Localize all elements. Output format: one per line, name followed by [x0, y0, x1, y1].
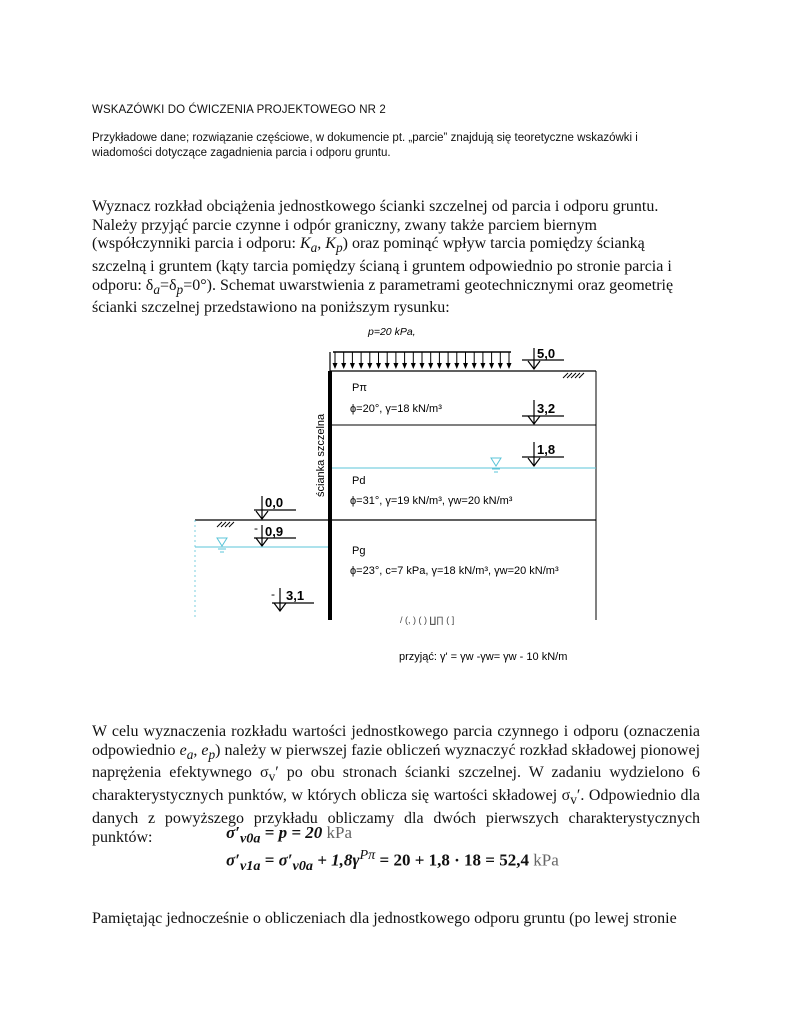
clipped-fragment: / (, ) ( ) ∐∏ ( ] — [400, 615, 455, 625]
load-arrow-head — [437, 363, 442, 369]
load-arrow-head — [376, 363, 381, 369]
load-label: p=20 kPa, — [368, 326, 416, 338]
load-arrow-head — [341, 363, 346, 369]
minus-sign-0-9: - — [254, 521, 258, 535]
load-arrow-head — [402, 363, 407, 369]
load-arrow-head — [507, 363, 512, 369]
layer3-name: Pg — [352, 545, 366, 557]
load-arrow-head — [350, 363, 355, 369]
load-arrow-head — [393, 363, 398, 369]
document-subtitle: Przykładowe dane; rozwiązanie częściowe, w dokumencie pt. „parcie” znajdują się teoretyczne wskazówki i wiadomości dotyczące zagadnienia parcia i odporu gruntu. — [92, 132, 638, 159]
layer2-params: ϕ=31°, γ=19 kN/m³, γw=20 kN/m³ — [350, 495, 513, 507]
layer3-params: ϕ=23°, c=7 kPa, γ=18 kN/m³, γw=20 kN/m³ — [350, 565, 559, 577]
load-arrow-head — [454, 363, 459, 369]
load-arrow-head — [446, 363, 451, 369]
equations-block — [226, 823, 566, 879]
load-arrow-head — [472, 363, 477, 369]
load-arrow-head — [385, 363, 390, 369]
document-title: WSKAZÓWKI DO ĆWICZENIA PROJEKTOWEGO NR 2 — [92, 104, 386, 116]
load-arrow-head — [489, 363, 494, 369]
water-symbol-left-icon — [217, 538, 227, 552]
level-water-right: 1,8 — [537, 442, 556, 457]
load-arrow-head — [428, 363, 433, 369]
load-arrow-head — [333, 363, 338, 369]
hatch-right — [563, 373, 584, 378]
layer1-name: Pπ — [352, 382, 367, 394]
water-symbol-right-icon — [491, 458, 501, 472]
level-bottom: 3,1 — [286, 588, 305, 603]
load-arrow-set — [333, 352, 512, 369]
closing-paragraph: Pamiętając jednocześnie o obliczeniach dla jednostkowego odporu gruntu (po lewej stronie — [92, 910, 677, 927]
load-arrow-head — [359, 363, 364, 369]
level-water-left: 0,9 — [265, 524, 284, 539]
load-arrow-head — [498, 363, 503, 369]
load-arrow-head — [480, 363, 485, 369]
equation-1: $\sigma'_{v0a} = p = 20$ kPa — [226, 823, 353, 847]
equation-2: $\sigma'_{v1a} = \sigma'_{v0a} + 1,8\gamma^{P\pi} = 20 + 1,8 \cdot 18 = 52,4$ kPa — [226, 847, 559, 875]
load-arrow-head — [411, 363, 416, 369]
layer2-name: Pd — [352, 475, 366, 487]
figure-note: przyjąć: γ' = γw -γw= γw - 10 kN/m — [399, 651, 568, 663]
layer1-params: ϕ=20°, γ=18 kN/m³ — [350, 403, 442, 415]
wall-label: ścianka szczelna — [315, 413, 327, 497]
level-ground-left: 0,0 — [265, 495, 284, 510]
level-top: 5,0 — [537, 346, 556, 361]
minus-sign-3-1: - — [271, 587, 275, 601]
hatch-left — [217, 522, 234, 527]
sheet-pile-wall — [328, 371, 332, 620]
load-arrow-head — [420, 363, 425, 369]
load-arrow-head — [367, 363, 372, 369]
load-arrow-head — [463, 363, 468, 369]
task-paragraph: Wyznacz rozkład obciążenia jednostkowego ścianki szczelnej od parcia i odporu gruntu. Należy przyjąć parcie czynne i odpór graniczny, zwany także parciem biernym (współczynniki parcia i odporu: $K_a$, $K_p$) oraz pominąć wpływ tarcia pomiędzy ścianką szczelną i gruntem (kąty tarcia pomiędzy ścianą i gruntem odpowiednio po stronie parcia i odporu: $\delta_a=\delta_p=0^\circ$). Schemat uwarstwienia z parametrami geotechnicznymi oraz geometrię ścianki szczelnej przedstawiono na poniższym rysunku: — [92, 198, 674, 317]
level-ground-right: 3,2 — [537, 401, 556, 416]
explanation-paragraph: W celu wyznaczenia rozkładu wartości jednostkowego parcia czynnego i odporu (oznaczenia odpowiednio $e_a$, $e_p$) należy w pierwszej fazie obliczeń wyznaczyć rozkład składowej pionowej naprężenia efektywnego $\sigma_v'$ po obu stronach ścianki szczelnej. W zadaniu wydzielono 6 charakterystycznych punktów, w których oblicza się wartości składowej $\sigma_v'$. Odpowiednio dla danych z powyższego przykładu obliczamy dla dwóch pierwszych charakterystycznych punktów: — [92, 723, 701, 846]
